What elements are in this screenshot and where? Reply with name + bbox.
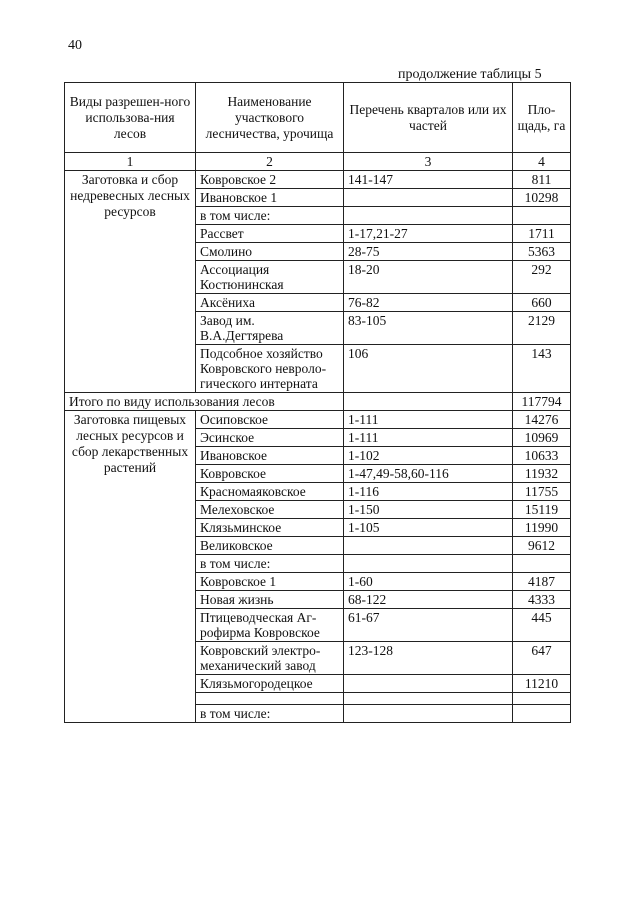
- header-use-type: Виды разрешен-ного использова-ния лесов: [65, 83, 196, 153]
- area-cell: 11755: [513, 483, 571, 501]
- quarters-cell: [344, 555, 513, 573]
- quarters-cell: 1-47,49-58,60-116: [344, 465, 513, 483]
- area-cell: 4187: [513, 573, 571, 591]
- quarters-cell: 61-67: [344, 609, 513, 642]
- forestry-cell: Ивановское 1: [196, 189, 344, 207]
- area-cell: 14276: [513, 411, 571, 429]
- forestry-cell: Ивановское: [196, 447, 344, 465]
- quarters-cell: 68-122: [344, 591, 513, 609]
- forestry-cell: Клязьминское: [196, 519, 344, 537]
- quarters-cell: 1-116: [344, 483, 513, 501]
- area-cell: [513, 555, 571, 573]
- quarters-cell: 1-102: [344, 447, 513, 465]
- quarters-cell: [344, 705, 513, 723]
- forestry-cell: Ковровское 2: [196, 171, 344, 189]
- forestry-cell: Мелеховское: [196, 501, 344, 519]
- header-quarters: Перечень кварталов или их частей: [344, 83, 513, 153]
- area-cell: [513, 693, 571, 705]
- forestry-cell: Красномаяковское: [196, 483, 344, 501]
- page-number: 40: [68, 38, 82, 53]
- header-area: Пло-щадь, га: [513, 83, 571, 153]
- area-cell: [513, 207, 571, 225]
- column-number: 3: [344, 153, 513, 171]
- area-cell: 9612: [513, 537, 571, 555]
- table-row: [65, 411, 571, 429]
- forestry-cell: Ковровский электро-механический завод: [196, 642, 344, 675]
- use-type-cell: Заготовка пищевых лесных ресурсов и сбор лекарственных растений: [65, 411, 196, 723]
- area-cell: 647: [513, 642, 571, 675]
- total-row: [65, 393, 571, 411]
- area-cell: 10633: [513, 447, 571, 465]
- forestry-cell: в том числе:: [196, 207, 344, 225]
- quarters-cell: 83-105: [344, 312, 513, 345]
- quarters-cell: 1-111: [344, 429, 513, 447]
- quarters-cell: [344, 393, 513, 411]
- forestry-cell: Эсинское: [196, 429, 344, 447]
- forestry-cell: Великовское: [196, 537, 344, 555]
- header-row: [65, 83, 571, 153]
- quarters-cell: 76-82: [344, 294, 513, 312]
- column-number-row: [65, 153, 571, 171]
- forestry-cell: Ковровское 1: [196, 573, 344, 591]
- forestry-cell: Завод им. В.А.Дегтярева: [196, 312, 344, 345]
- forestry-cell: в том числе:: [196, 555, 344, 573]
- column-number: 1: [65, 153, 196, 171]
- total-label: Итого по виду использования лесов: [65, 393, 344, 411]
- quarters-cell: 1-150: [344, 501, 513, 519]
- forestry-cell: Смолино: [196, 243, 344, 261]
- area-cell: 4333: [513, 591, 571, 609]
- area-cell: 445: [513, 609, 571, 642]
- area-cell: 5363: [513, 243, 571, 261]
- forestry-cell: [196, 693, 344, 705]
- column-number: 2: [196, 153, 344, 171]
- quarters-cell: 1-111: [344, 411, 513, 429]
- area-cell: 10298: [513, 189, 571, 207]
- quarters-cell: 141-147: [344, 171, 513, 189]
- forestry-cell: Клязьмогородецкое: [196, 675, 344, 693]
- header-forestry: Наименование участкового лесничества, урочища: [196, 83, 344, 153]
- area-cell: 292: [513, 261, 571, 294]
- forestry-cell: в том числе:: [196, 705, 344, 723]
- quarters-cell: 123-128: [344, 642, 513, 675]
- table-row: [65, 171, 571, 189]
- area-cell: 10969: [513, 429, 571, 447]
- quarters-cell: 1-105: [344, 519, 513, 537]
- quarters-cell: 28-75: [344, 243, 513, 261]
- area-cell: 11210: [513, 675, 571, 693]
- area-cell: 1711: [513, 225, 571, 243]
- quarters-cell: [344, 207, 513, 225]
- forestry-cell: Осиповское: [196, 411, 344, 429]
- forestry-cell: Ассоциация Костюнинская: [196, 261, 344, 294]
- area-cell: [513, 705, 571, 723]
- use-type-cell: Заготовка и сбор недревесных лесных ресурсов: [65, 171, 196, 393]
- forest-use-table: [64, 82, 571, 723]
- quarters-cell: 1-17,21-27: [344, 225, 513, 243]
- area-cell: 660: [513, 294, 571, 312]
- area-cell: 811: [513, 171, 571, 189]
- forestry-cell: Новая жизнь: [196, 591, 344, 609]
- forestry-cell: Подсобное хозяйство Ковровского невроло-гического интерната: [196, 345, 344, 393]
- area-cell: 11932: [513, 465, 571, 483]
- forestry-cell: Рассвет: [196, 225, 344, 243]
- quarters-cell: [344, 189, 513, 207]
- quarters-cell: [344, 537, 513, 555]
- forestry-cell: Птицеводческая Аг-рофирма Ковровское: [196, 609, 344, 642]
- quarters-cell: [344, 675, 513, 693]
- forestry-cell: Аксёниха: [196, 294, 344, 312]
- area-cell: 143: [513, 345, 571, 393]
- total-area: 117794: [513, 393, 571, 411]
- quarters-cell: 18-20: [344, 261, 513, 294]
- area-cell: 2129: [513, 312, 571, 345]
- area-cell: 15119: [513, 501, 571, 519]
- quarters-cell: 106: [344, 345, 513, 393]
- column-number: 4: [513, 153, 571, 171]
- quarters-cell: [344, 693, 513, 705]
- forestry-cell: Ковровское: [196, 465, 344, 483]
- quarters-cell: 1-60: [344, 573, 513, 591]
- area-cell: 11990: [513, 519, 571, 537]
- table-continuation-note: продолжение таблицы 5: [398, 67, 542, 82]
